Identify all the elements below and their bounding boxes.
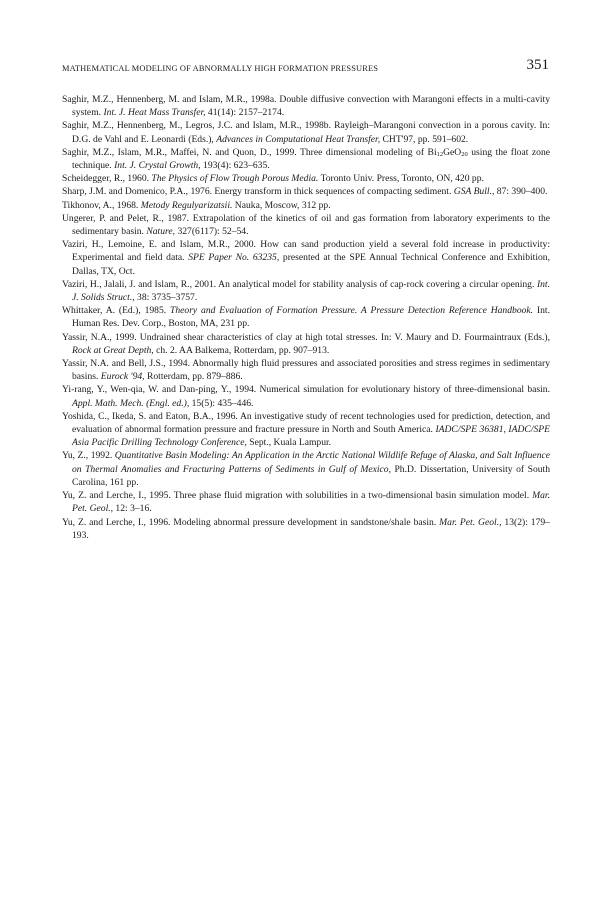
reference-list	[62, 93, 550, 542]
reference-item: Yu, Z., 1992. Quantitative Basin Modeling: An Application in the Arctic National Wildlife Refuge of Alaska, and Salt Influence on Thermal Anomalies and Fracturing Patterns of Sediments in Gulf of Mexico, Ph.D. Dissertation, University of South Carolina, 161 pp.	[62, 450, 551, 488]
reference-item: Yi-rang, Y., Wen-qia, W. and Dan-ping, Y., 1994. Numerical simulation for evolutionary history of three-dimensional basin. Appl. Math. Mech. (Engl. ed.), 15(5): 435–446.	[62, 384, 550, 409]
page-header	[62, 57, 549, 79]
running-title: MATHEMATICAL MODELING OF ABNORMALLY HIGH FORMATION PRESSURES	[62, 64, 379, 73]
reference-item: Tikhonov, A., 1968. Metody Regulyarizatsii. Nauka, Moscow, 312 pp.	[62, 199, 331, 211]
reference-item: Vaziri, H., Jalali, J. and Islam, R., 2001. An analytical model for stability analysis of cap-rock covering a circular opening. Int. J. Solids Struct., 38: 3735–3757.	[62, 278, 550, 304]
reference-item: Vaziri, H., Lemoine, E. and Islam, M.R., 2000. How can sand production yield a several fold increase in productivity: Experimental and field data. SPE Paper No. 63235, presented at the SPE Annual Technical Conference and Exhibition, Dallas, TX, Oct.	[62, 239, 550, 277]
reference-item: Ungerer, P. and Pelet, R., 1987. Extrapolation of the kinetics of oil and gas formation from laboratory experiments to the sedimentary basin. Nature, 327(6117): 52–54.	[62, 212, 550, 238]
reference-item: Sharp, J.M. and Domenico, P.A., 1976. Energy transform in thick sequences of compacting sediment. GSA Bull., 87: 390–400.	[62, 186, 548, 198]
reference-item: Scheidegger, R., 1960. The Physics of Flow Trough Porous Media. Toronto Univ. Press, Toronto, ON, 420 pp.	[62, 173, 484, 185]
reference-item: Whittaker, A. (Ed.), 1985. Theory and Evaluation of Formation Pressure. A Pressure Detection Reference Handbook. Int. Human Res. Dev. Corp., Boston, MA, 231 pp.	[62, 305, 550, 330]
reference-item: Saghir, M.Z., Islam, M.R., Maffei, N. and Quon, D., 1999. Three dimensional modeling of $Bi_{12}GeO_{20}$ using the float zone technique. Int. J. Crystal Growth, 193(4): 623–635.	[62, 146, 551, 172]
reference-item: Saghir, M.Z., Hennenberg, M. and Islam, M.R., 1998a. Double diffusive convection with Marangoni effects in a multi-cavity system. Int. J. Heat Mass Transfer, 41(14): 2157–2174.	[62, 94, 550, 119]
reference-item: Yu, Z. and Lerche, I., 1995. Three phase fluid migration with solubilities in a two-dimensional basin simulation model. Mar. Pet. Geol., 12: 3–16.	[62, 490, 550, 515]
reference-item: Saghir, M.Z., Hennenberg, M., Legros, J.C. and Islam, M.R., 1998b. Rayleigh–Marangoni convection in a porous cavity. In: D.G. de Vahl and E. Leonardi (Eds.), Advances in Computational Heat Transfer, CHT'97, pp. 591–602.	[62, 120, 550, 145]
reference-item: Yu, Z. and Lerche, I., 1996. Modeling abnormal pressure development in sandstone/shale basin. Mar. Pet. Geol., 13(2): 179–193.	[62, 516, 550, 541]
reference-item: Yoshida, C., Ikeda, S. and Eaton, B.A., 1996. An investigative study of recent technologies used for prediction, detection, and evaluation of abnormal formation pressure and fracture pressure in North and South America. IADC/SPE 36381, IADC/SPE Asia Pacific Drilling Technology Conference, Sept., Kuala Lampur.	[62, 410, 551, 449]
reference-item: Yassir, N.A. and Bell, J.S., 1994. Abnormally high fluid pressures and associated porosities and stress regimes in sedimentary basins. Eurock '94, Rotterdam, pp. 879–886.	[62, 358, 550, 383]
page-number: 351	[526, 57, 549, 73]
reference-item: Yassir, N.A., 1999. Undrained shear characteristics of clay at high total stresses. In: V. Maury and D. Fourmaintraux (Eds.), Rock at Great Depth, ch. 2. AA Balkema, Rotterdam, pp. 907–913.	[62, 331, 550, 356]
